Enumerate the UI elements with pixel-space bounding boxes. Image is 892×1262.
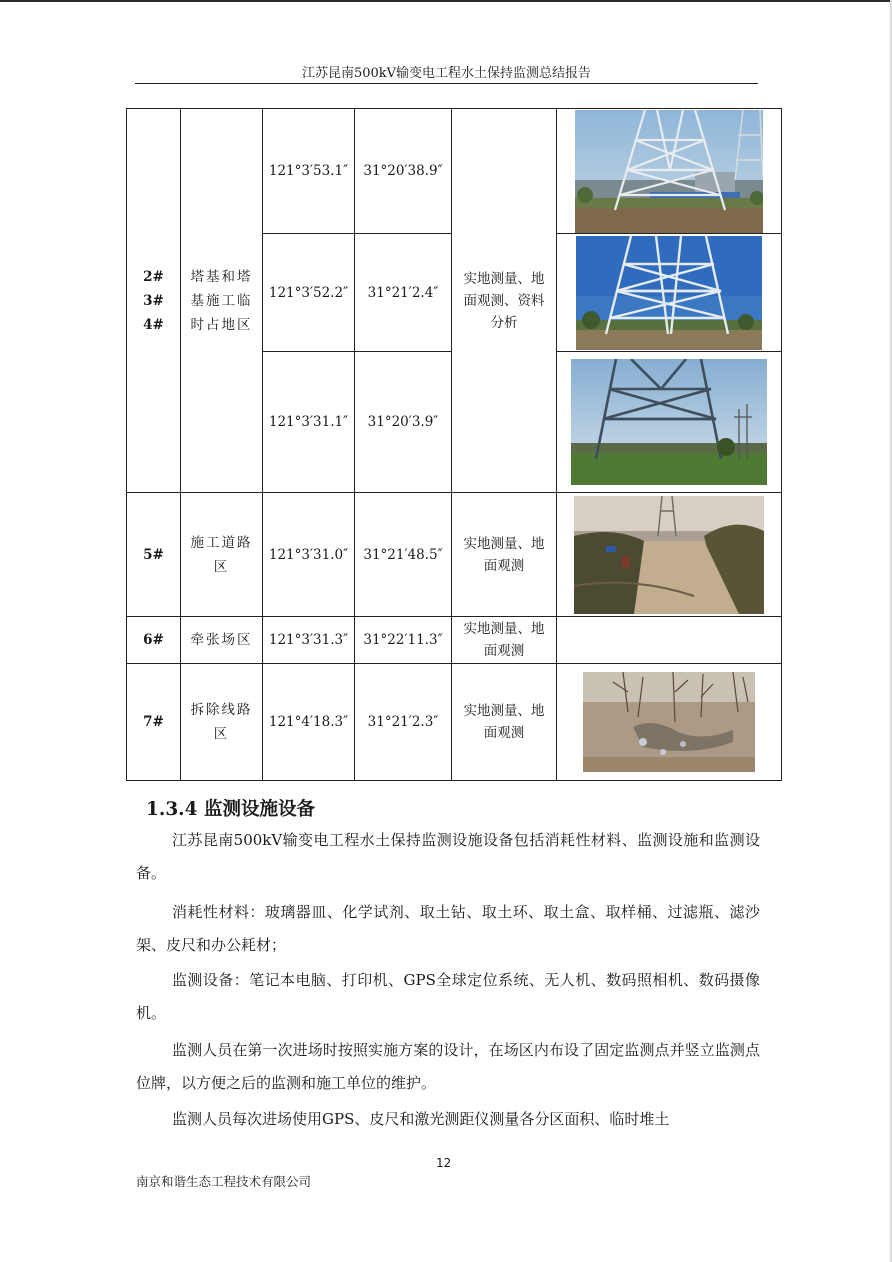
construction-road-photo <box>574 496 764 614</box>
photo-cell <box>557 352 782 493</box>
dismantled-line-photo <box>583 672 755 772</box>
table-row <box>127 493 782 617</box>
longitude-cell: 121°3′52.2″ <box>263 234 355 352</box>
tower-site-photo-3 <box>571 359 767 485</box>
point-id-cell: 6# <box>127 617 181 664</box>
longitude-cell: 121°3′31.1″ <box>263 352 355 493</box>
table-row <box>127 617 782 664</box>
paragraph-facilities-intro: 江苏昆南500kV输变电工程水土保持监测设施设备包括消耗性材料、监测设施和监测设备。 <box>136 831 760 882</box>
point-ids-cell <box>127 109 181 493</box>
latitude-cell: 31°20′3.9″ <box>355 352 452 493</box>
monitoring-points-table <box>126 108 782 781</box>
zone-cell <box>181 493 263 617</box>
point-id-2: 2# <box>143 268 164 285</box>
latitude-cell: 31°21′2.3″ <box>355 664 452 781</box>
paragraph-fixed-points: 监测人员在第一次进场时按照实施方案的设计，在场区内布设了固定监测点并竖立监测点位牌，以方便之后的监测和施工单位的维护。 <box>136 1041 760 1092</box>
photo-cell <box>557 234 782 352</box>
footer-company: 南京和谐生态工程技术有限公司 <box>136 1174 312 1189</box>
method-label: 实地测量、地面观测 <box>463 703 545 741</box>
page-header: 江苏昆南500kV输变电工程水土保持监测总结报告 <box>301 66 592 81</box>
point-id-4: 4# <box>143 316 164 333</box>
page-number: 12 <box>436 1156 452 1170</box>
latitude-cell: 31°22′11.3″ <box>355 617 452 664</box>
zone-cell <box>181 664 263 781</box>
zone-cell <box>181 109 263 493</box>
method-label: 实地测量、地面观测 <box>463 535 545 574</box>
tower-site-photo-1 <box>575 110 763 233</box>
header-rule <box>135 83 758 84</box>
method-cell <box>452 493 557 617</box>
paragraph-measurement: 监测人员每次进场使用GPS、皮尺和激光测距仪测量各分区面积、临时堆土 <box>172 1110 670 1128</box>
table-row <box>127 109 782 234</box>
section-heading: 1.3.4 监测设施设备 <box>146 799 315 820</box>
point-id-cell: 7# <box>127 664 181 781</box>
photo-cell <box>557 664 782 781</box>
longitude-cell: 121°3′53.1″ <box>263 109 355 234</box>
photo-cell-empty <box>557 617 782 664</box>
zone-label: 施工道路区 <box>190 534 253 575</box>
point-id-3: 3# <box>143 292 164 309</box>
latitude-cell: 31°20′38.9″ <box>355 109 452 234</box>
point-id-cell: 5# <box>127 493 181 617</box>
table-row <box>127 664 782 781</box>
zone-label: 塔基和塔基施工临时占地区 <box>190 268 253 333</box>
longitude-cell: 121°3′31.0″ <box>263 493 355 617</box>
method-label: 实地测量、地面观测 <box>463 621 545 659</box>
method-cell <box>452 109 557 493</box>
longitude-cell: 121°3′31.3″ <box>263 617 355 664</box>
photo-cell <box>557 493 782 617</box>
paragraph-consumables: 消耗性材料：玻璃器皿、化学试剂、取土钻、取土环、取土盒、取样桶、过滤瓶、滤沙架、皮尺和办公耗材； <box>136 903 760 954</box>
latitude-cell: 31°21′48.5″ <box>355 493 452 617</box>
zone-label: 拆除线路区 <box>190 702 253 742</box>
zone-cell: 牵张场区 <box>181 617 263 664</box>
page-top-edge <box>0 0 892 2</box>
photo-cell <box>557 109 782 234</box>
paragraph-equipment: 监测设备：笔记本电脑、打印机、GPS全球定位系统、无人机、数码照相机、数码摄像机。 <box>136 971 760 1022</box>
method-cell <box>452 664 557 781</box>
method-cell <box>452 617 557 664</box>
method-label: 实地测量、地面观测、资料分析 <box>463 270 545 331</box>
tower-site-photo-2 <box>576 236 762 350</box>
latitude-cell: 31°21′2.4″ <box>355 234 452 352</box>
longitude-cell: 121°4′18.3″ <box>263 664 355 781</box>
